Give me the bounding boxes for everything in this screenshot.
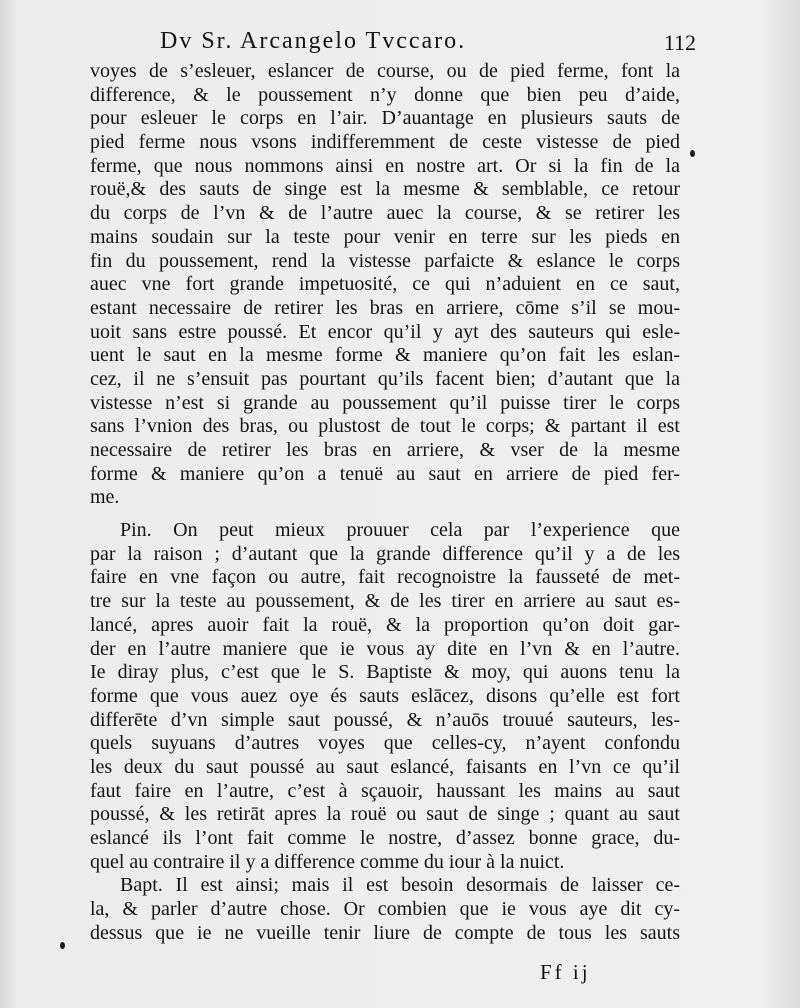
- text-line: uent le saut en la mesme forme & maniere qu’on fait les eslan-: [90, 344, 680, 367]
- text-line: mains soudain sur la teste pour venir en terre sur les pieds en: [90, 225, 680, 248]
- text-line: rouë,& des sauts de singe est la mesme & semblable, ce retour: [90, 178, 680, 201]
- text-line: dessus que ie ne vueille tenir liure de compte de tous les sauts: [90, 921, 680, 944]
- text-line: faut faire en l’autre, c’est à sçauoir, haussant les mains au saut: [90, 779, 680, 802]
- text-line: estant necessaire de retirer les bras en arriere, cōme s’il se mou-: [90, 296, 680, 319]
- text-line: par la raison ; d’autant que la grande difference qu’il y a de les: [90, 542, 680, 565]
- text-line: necessaire de retirer les bras en arriere, & vser de la mesme: [90, 439, 680, 461]
- text-line: tre sur la teste au poussement, & de les tirer en arriere au saut es-: [90, 590, 680, 613]
- running-title: Dv Sr. Arcangelo Tvccaro.: [160, 28, 467, 54]
- text-line: cez, il ne s’ensuit pas pourtant qu’ils facent bien; d’autant que la: [90, 367, 680, 390]
- text-line: ferme, que nous nommons ainsi en nostre art. Or si la fin de la: [90, 154, 680, 177]
- text-line: les deux du saut poussé au saut eslancé, faisants en l’vn ce qu’il: [90, 755, 680, 778]
- text-line: voyes de s’esleuer, eslancer de course, ou de pied ferme, font la: [90, 60, 680, 82]
- text-line: fin du poussement, rend la vistesse parfaicte & eslance le corps: [90, 249, 680, 272]
- text-line: du corps de l’vn & de l’autre auec la course, & se retirer les: [90, 202, 680, 225]
- ink-speck: [60, 942, 65, 949]
- ink-speck: [690, 150, 695, 157]
- body-text: [90, 60, 680, 945]
- text-line: quel au contraire il y a difference comme du iour à la nuict.: [90, 850, 565, 873]
- paragraph-start-line: Bapt. Il est ainsi; mais il est besoin desormais de laisser ce-: [120, 874, 680, 897]
- text-line: eslancé ils l’ont fait comme le nostre, d’assez bonne grace, du-: [90, 827, 680, 849]
- text-line: pour esleuer le corps en l’air. D’auantage en plusieurs sauts de: [90, 107, 680, 130]
- text-line: pied ferme nous vsons indifferemment de ceste vistesse de pied: [90, 131, 680, 154]
- text-line: lancé, apres auoir fait la rouë, & la proportion qu’on doit gar-: [90, 613, 680, 636]
- text-line: der en l’autre maniere que ie vous ay dite en l’vn & en l’autre.: [90, 637, 680, 660]
- text-line: difference, & le poussement n’y donne que bien peu d’aide,: [90, 83, 680, 106]
- text-line: differēte d’vn simple saut poussé, & n’auōs trouué sauteurs, les-: [90, 708, 680, 731]
- text-line: poussé, & les retirāt apres la rouë ou saut de singe ; quant au saut: [90, 803, 680, 826]
- text-line: forme que vous auez oye és sauts eslācez, disons qu’elle est fort: [90, 684, 680, 707]
- page-number: 112: [663, 30, 696, 55]
- text-line: la, & parler d’autre chose. Or combien que ie vous aye dit cy-: [90, 898, 680, 921]
- text-line: forme & maniere qu’on a tenuë au saut en arriere de pied fer-: [90, 462, 680, 485]
- catchword-signature: Ff ij: [540, 960, 591, 984]
- text-line: sans l’vnion des bras, ou plustost de tout le corps; & partant il est: [90, 415, 680, 438]
- paragraph-start-line: Pin. On peut mieux prouuer cela par l’experience que: [120, 519, 680, 542]
- text-line: uoit sans estre poussé. Et encor qu’il y ayt des sauteurs qui esle-: [90, 320, 680, 343]
- text-line: Ie diray plus, c’est que le S. Baptiste & moy, qui auons tenu la: [90, 661, 680, 684]
- text-line: quels suyuans d’autres voyes que celles-cy, n’ayent confondu: [90, 732, 680, 755]
- text-line: vistesse n’est si grande au poussement qu’il puisse tirer le corps: [90, 391, 680, 414]
- text-line: me.: [90, 486, 120, 509]
- text-line: auec vne fort grande impetuosité, ce qui n’aduient en ce saut,: [90, 273, 680, 296]
- text-line: faire en vne façon ou autre, fait recognoistre la fausseté de met-: [90, 566, 680, 589]
